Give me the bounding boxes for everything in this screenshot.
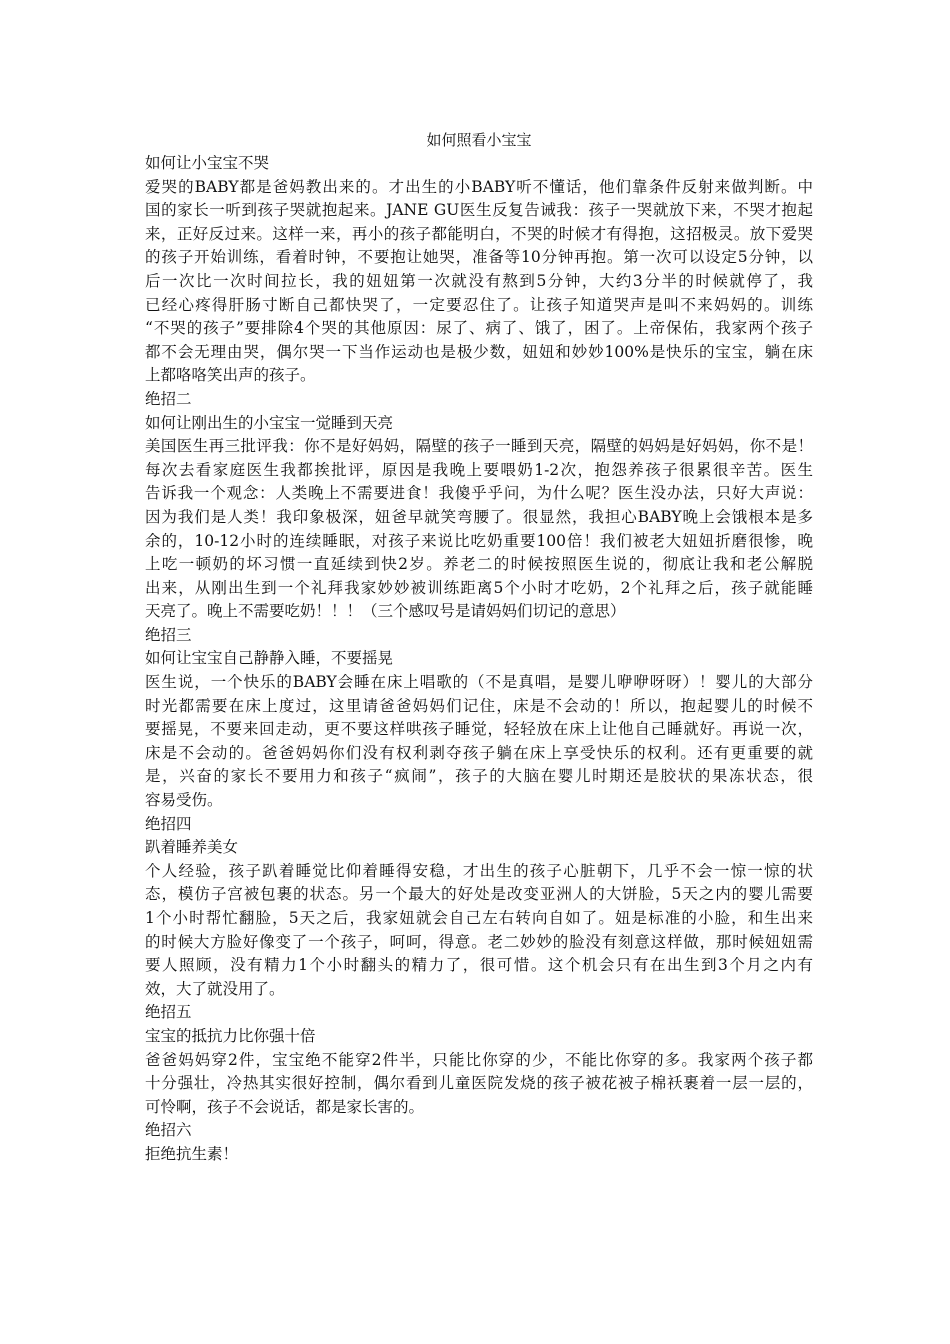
paragraph-line: 要人照顾，没有精力1个小时翻头的精力了，很可惜。这个机会只有在出生到3个月之内有 <box>145 956 813 975</box>
paragraph <box>145 435 813 624</box>
paragraph-line: “不哭的孩子”要排除4个哭的其他原因：尿了、病了、饿了，困了。上帝保佑，我家两个孩子 <box>145 319 813 338</box>
paragraph <box>145 176 813 388</box>
paragraph-line: 都不会无理由哭，偶尔哭一下当作运动也是极少数，妞妞和妙妙100%是快乐的宝宝，躺在床 <box>145 342 813 361</box>
section-heading <box>145 836 813 860</box>
paragraph-line: 出来，从刚出生到一个礼拜我家妙妙被训练距离5个小时才吃奶，2个礼拜之后，孩子就能睡 <box>145 578 813 597</box>
paragraph-line: 要摇晃，不要来回走动，更不要这样哄孩子睡觉，轻轻放在床上让他自己睡就好。再说一次， <box>145 720 813 739</box>
document-page <box>145 128 813 1167</box>
paragraph-line: 的孩子开始训练，看着时钟，不要抱让她哭，准备等10分钟再抱。第一次可以设定5分钟，以 <box>145 248 813 267</box>
heading-text: 如何让小宝宝不哭 <box>145 154 270 172</box>
document-title: 如何照看小宝宝 <box>426 131 532 149</box>
section-heading <box>145 152 813 176</box>
paragraph-line: 余的，10-12小时的连续睡眠，对孩子来说比吃奶重要100倍！我们被老大妞妞折磨很惨，晚 <box>145 531 813 550</box>
heading-text: 绝招三 <box>145 625 192 644</box>
section-heading <box>145 388 813 412</box>
paragraph-line: 可怜啊，孩子不会说话，都是家长害的。 <box>145 1097 425 1116</box>
paragraph-line: 来，正好反过来。这样一来，再小的孩子都能明白，不哭的时候才有得抱，这招极灵。放下爱哭 <box>145 224 813 243</box>
paragraph-line: 国的家长一听到孩子哭就抱起来。JANE GU医生反复告诫我：孩子一哭就放下来，不哭才抱起 <box>145 201 813 220</box>
heading-text: 绝招二 <box>145 389 192 408</box>
section-heading <box>145 647 813 671</box>
paragraph-line: 个人经验，孩子趴着睡觉比仰着睡得安稳，才出生的孩子心脏朝下，几乎不会一惊一惊的状 <box>145 861 813 880</box>
paragraph-line: 的时候大方脸好像变了一个孩子，呵呵，得意。老二妙妙的脸没有刻意这样做，那时候妞妞需 <box>145 932 813 951</box>
heading-text: 拒绝抗生素！ <box>145 1144 239 1163</box>
paragraph-line: 态，模仿子宫被包裹的状态。另一个最大的好处是改变亚洲人的大饼脸，5天之内的婴儿需要 <box>145 885 813 904</box>
heading-text: 绝招六 <box>145 1121 192 1140</box>
heading-text: 趴着睡养美女 <box>145 838 239 857</box>
paragraph-line: 十分强壮，冷热其实很好控制，偶尔看到儿童医院发烧的孩子被花被子棉袄裹着一层一层的， <box>145 1074 813 1093</box>
paragraph-line: 效，大了就没用了。 <box>145 979 285 998</box>
heading-text: 绝招五 <box>145 1003 192 1022</box>
paragraph-line: 爸爸妈妈穿2件，宝宝绝不能穿2件半，只能比你穿的少，不能比你穿的多。我家两个孩子都 <box>145 1050 813 1069</box>
section-heading <box>145 1025 813 1049</box>
heading-text: 绝招四 <box>145 814 192 833</box>
paragraph-line: 每次去看家庭医生我都挨批评，原因是我晚上要喂奶1-2次，抱怨养孩子很累很辛苦。医生 <box>145 460 813 479</box>
paragraph <box>145 860 813 1002</box>
paragraph-line: 后一次比一次时间拉长，我的妞妞第一次就没有熬到5分钟，大约3分半的时候就停了，我 <box>145 271 813 290</box>
section-heading <box>145 1001 813 1025</box>
section-heading <box>145 624 813 648</box>
paragraph-line: 告诉我一个观念：人类晚上不需要进食！我傻乎乎问，为什么呢？医生没办法，只好大声说： <box>145 484 813 503</box>
paragraph-line: 容易受伤。 <box>145 791 223 810</box>
paragraph-line: 因为我们是人类！我印象极深，妞爸早就笑弯腰了。很显然，我担心BABY晚上会饿根本是多 <box>145 507 813 526</box>
paragraph-line: 时光都需要在床上度过，这里请爸爸妈妈们记住，床是不会动的！所以，抱起婴儿的时候不 <box>145 696 813 715</box>
section-heading <box>145 1119 813 1143</box>
section-heading <box>145 412 813 436</box>
paragraph-line: 上都咯咯笑出声的孩子。 <box>145 366 316 385</box>
paragraph-line: 美国医生再三批评我：你不是好妈妈，隔壁的孩子一睡到天亮，隔壁的妈妈是好妈妈，你不是！ <box>145 437 813 456</box>
paragraph <box>145 1049 813 1120</box>
heading-text: 如何让刚出生的小宝宝一觉睡到天亮 <box>145 413 394 432</box>
paragraph <box>145 671 813 813</box>
paragraph-line: 1个小时帮忙翻脸，5天之后，我家妞就会自己左右转向自如了。妞是标准的小脸，和生出来 <box>145 909 813 927</box>
paragraph-line: 已经心疼得肝肠寸断自己都快哭了，一定要忍住了。让孩子知道哭声是叫不来妈妈的。训练 <box>145 295 813 314</box>
paragraph-line: 天亮了。晚上不需要吃奶！！！（三个感叹号是请妈妈们切记的意思） <box>145 602 626 621</box>
paragraph-line: 医生说，一个快乐的BABY会睡在床上唱歌的（不是真唱，是婴儿咿咿呀呀）！婴儿的大部分 <box>145 673 813 692</box>
paragraph-line: 上吃一顿奶的坏习惯一直延续到快2岁。养老二的时候按照医生说的，彻底让我和老公解脱 <box>145 555 813 574</box>
heading-text: 宝宝的抵抗力比你强十倍 <box>145 1026 316 1045</box>
paragraph-line: 床是不会动的。爸爸妈妈你们没有权利剥夺孩子躺在床上享受快乐的权利。还有更重要的就 <box>145 743 813 762</box>
heading-text: 如何让宝宝自己静静入睡，不要摇晃 <box>145 649 394 668</box>
paragraph-line: 爱哭的BABY都是爸妈教出来的。才出生的小BABY听不懂话，他们靠条件反射来做判断。中 <box>145 177 813 196</box>
section-heading <box>145 813 813 837</box>
section-heading <box>145 1143 813 1167</box>
document-body <box>145 152 813 1167</box>
paragraph-line: 是，兴奋的家长不要用力和孩子“疯闹”，孩子的大脑在婴儿时期还是胶状的果冻状态，很 <box>145 767 813 786</box>
